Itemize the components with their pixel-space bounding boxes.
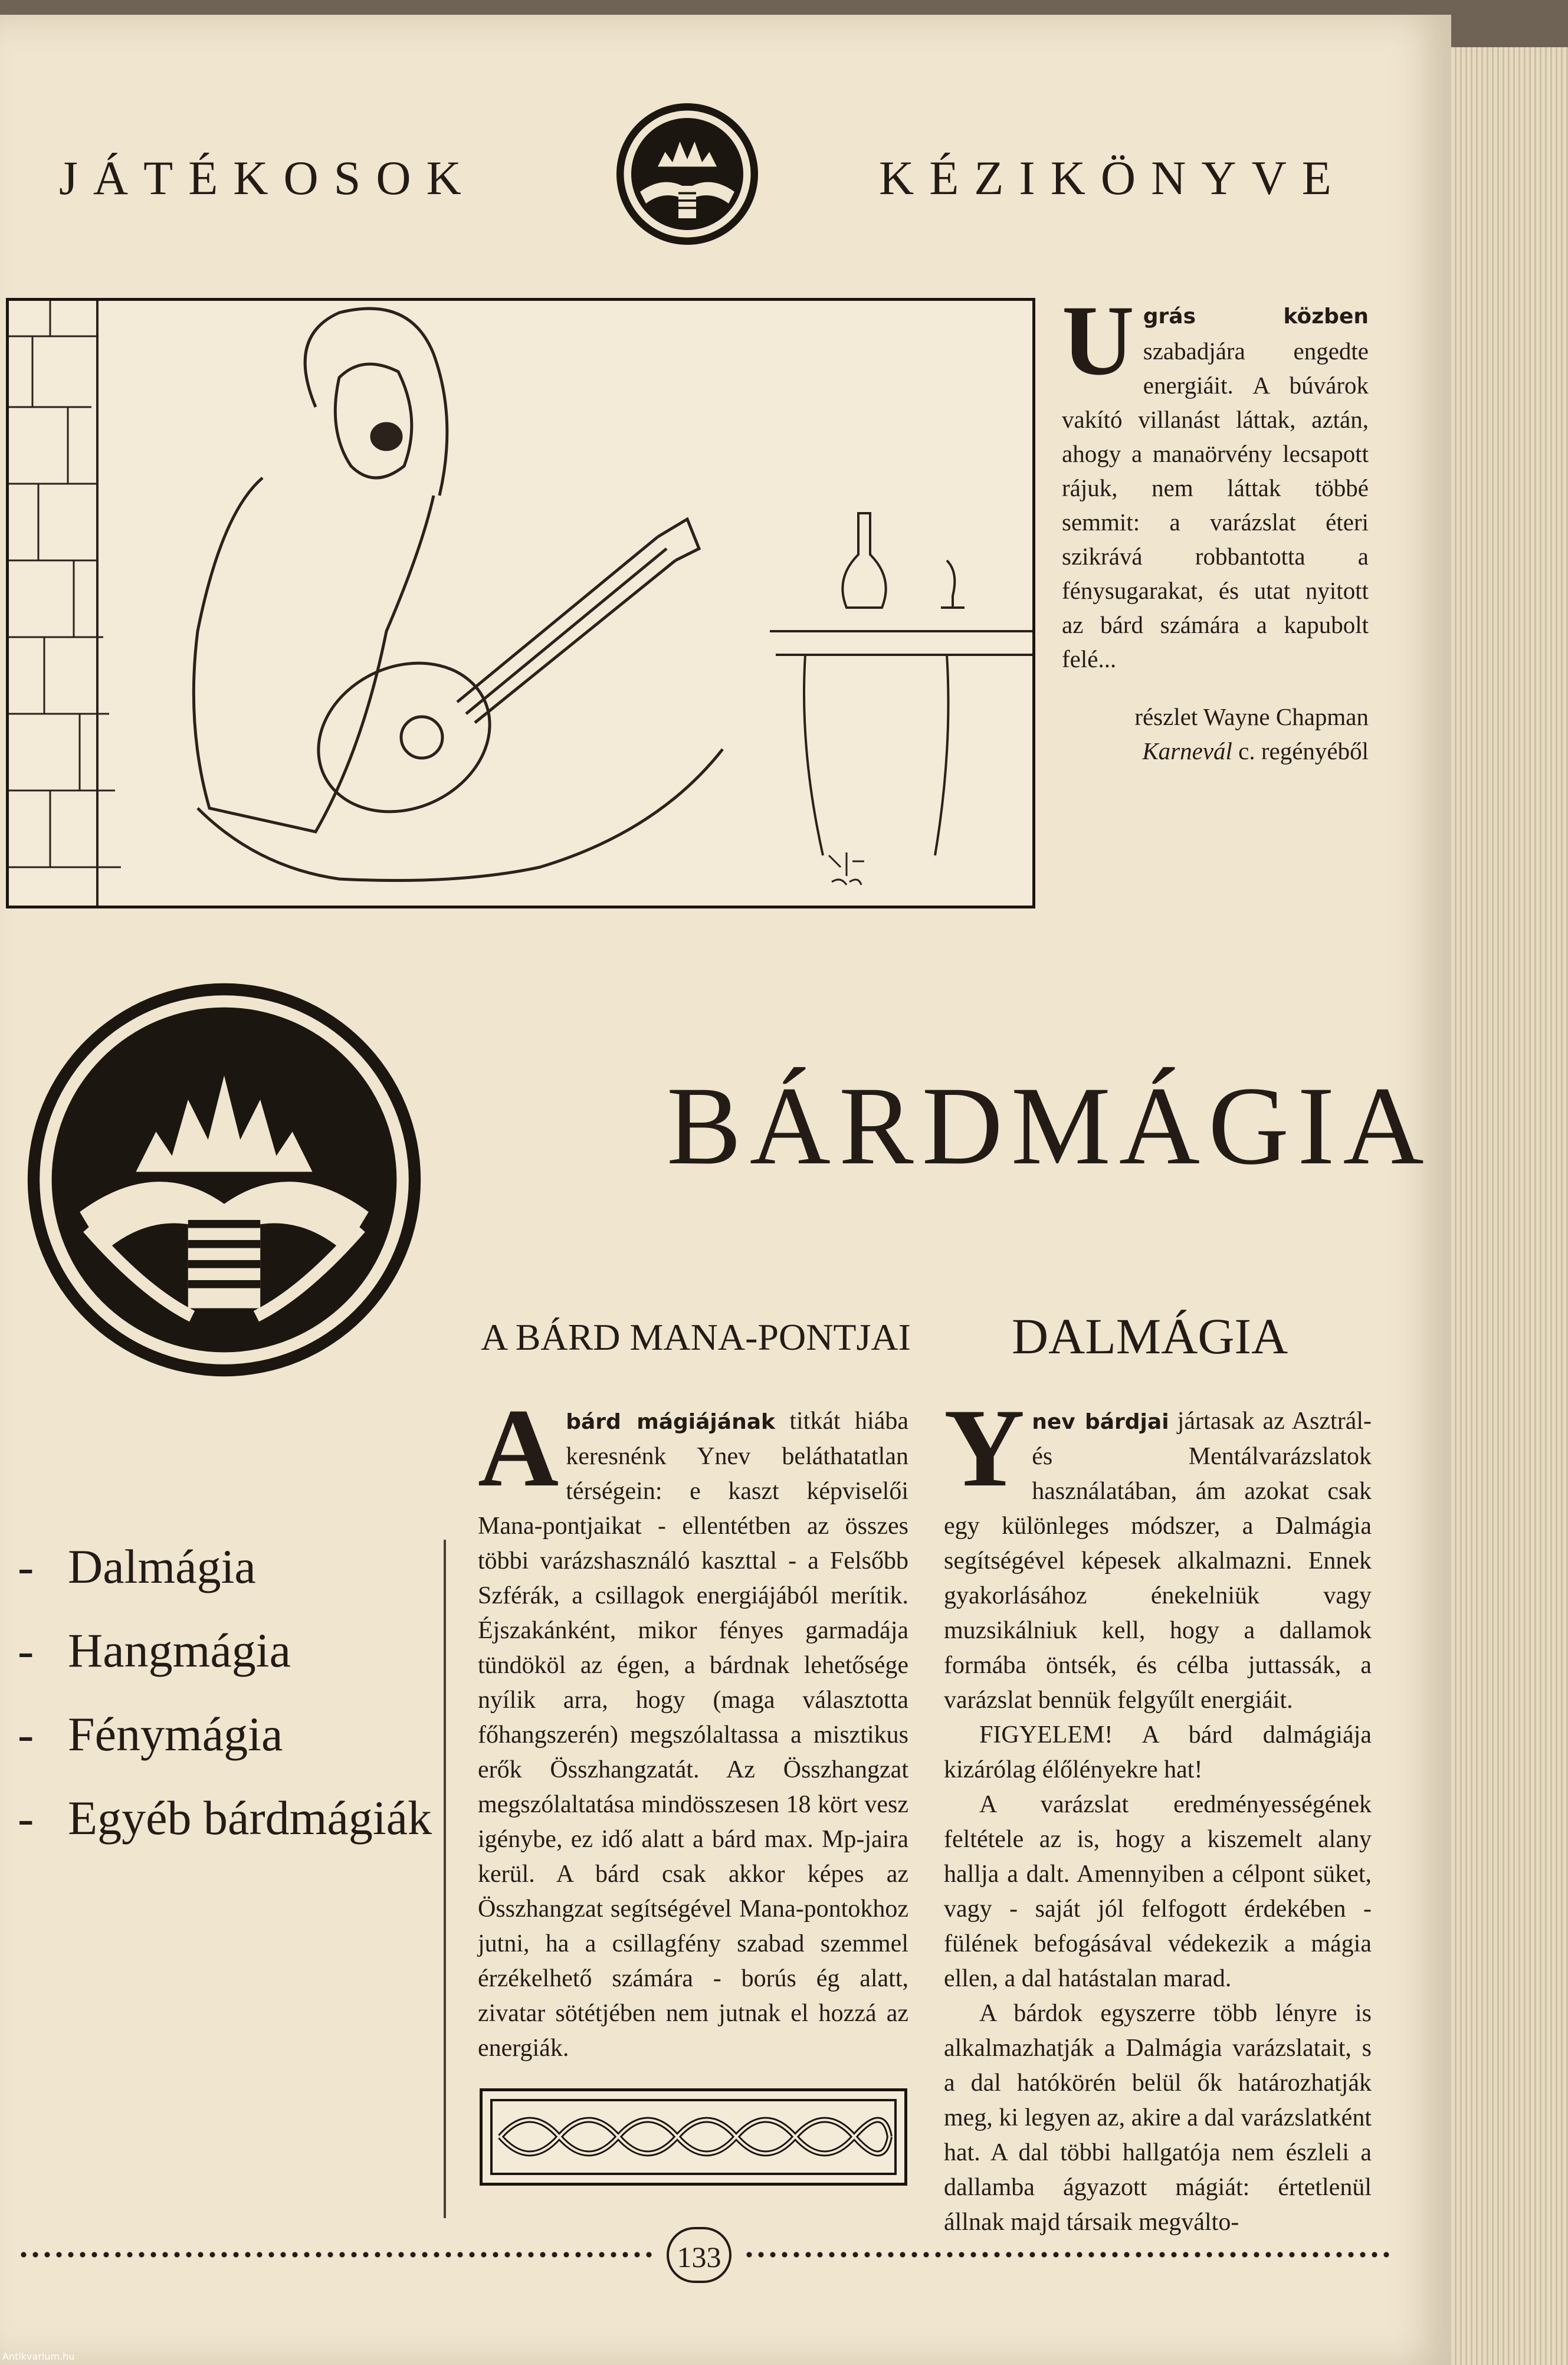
section1-text: titkát hiába keresnénk Ynev beláthatatlan térségein: e kaszt képviselői Mana-pontjaikat - ellentétben az összes többi varázshasználó kaszttal - a Felsőbb Szférák, a csillagok energiájából merítik. Éjszakánként, mikor fényes garmadája tündököl az égen, a bárdnak lehetősége nyílik arra, hogy (maga választotta főhangszerén) megszólaltassa a misztikus erők Összhangzatát. Az Összhangzat megszólaltatása mindösszesen 18 kört vesz igénybe, ez idő alatt a bárd max. Mp-jaira kerül. A bárd csak akkor képes az Összhangzat segítségével Mana-pontokhoz jutni, ha a csillagfény szabad szemmel érzékelhető számára - borús ég alatt, zivatar sötétjében nem jutnak el hozzá az energiák. (478, 1408, 908, 2062)
list-item (18, 1609, 432, 1692)
section-heading-dalmagia: DALMÁGIA (1012, 1308, 1288, 1364)
quote-block (1062, 285, 1369, 768)
section-heading-mana: A BÁRD MANA-PONTJAI (481, 1316, 911, 1358)
column-divider (444, 1540, 446, 2218)
celtic-knot-ornament (480, 2088, 907, 2186)
illustration-signature-mark (829, 852, 864, 885)
section2-lead: nev bárdjai (1032, 1410, 1169, 1434)
section1-dropcap: A (478, 1386, 559, 1510)
section-body-mana (478, 1386, 908, 2066)
list-dash: - (18, 1623, 34, 1677)
list-item-label: Hangmágia (68, 1623, 291, 1677)
quote-source-line1: részlet Wayne Chapman (1134, 703, 1369, 730)
footer-dots-left (18, 2252, 655, 2258)
section2-dropcap: Y (944, 1386, 1025, 1510)
quote-source (1062, 700, 1369, 768)
header-left: JÁTÉKOSOK (59, 151, 477, 205)
list-dash: - (18, 1540, 34, 1593)
section2-p4: A bárdok egyszerre több lényre is alkalmazhatják a Dalmágia varázslatait, s a dal hatókörén belül ők határozhatják meg, ki legyen az, akire a dal varázslatként hat. A dal többi hallgatója nem észleli a dallamba ágyazott mágiát: értetlenül állnak majd társaik megválto- (944, 2000, 1372, 2236)
section2-p3: A varázslat eredményességének feltétele az is, hogy a kiszemelt alany hallja a dalt. Amennyiben a célpont süket, vagy - saját jól felfogott érdekében - fülének befogásával védekezik a mágia ellen, a dal hatástalan marad. (944, 1791, 1372, 1992)
list-dash: - (18, 1707, 34, 1761)
footer-dots-right (743, 2252, 1392, 2258)
list-item-label: Fénymágia (68, 1707, 283, 1761)
page-number: 133 (667, 2227, 731, 2283)
header-right: KÉZIKÖNYVE (879, 151, 1347, 205)
list-item-label: Dalmágia (68, 1540, 256, 1593)
quote-lead: grás közben (1143, 304, 1369, 329)
watermark: Antikvarium.hu (2, 2351, 75, 2362)
list-dash: - (18, 1791, 34, 1845)
bard-illustration (6, 298, 1035, 908)
list-item-label: Egyéb bárdmágiák (68, 1791, 432, 1845)
list-item (18, 1692, 432, 1776)
bard-magic-emblem-icon (24, 979, 425, 1380)
chapter-title: BÁRDMÁGIA (667, 1064, 1432, 1188)
section2-p2: FIGYELEM! A bárd dalmágiája kizárólag élőlényekre hat! (944, 1721, 1372, 1783)
page-edges (1451, 47, 1568, 2365)
section2-p1: jártasak az Asztrál- és Mentálvarázslatok használatában, ám azokat csak egy különleges módszer, a Dalmágia segítségével képesek alkalmazni. Ennek gyakorlásához énekelniük vagy muzsikálniuk kell, hogy a dallamok formába öntsék, és célba juttassák, a varázslat bennük felgyűlt energiáit. (944, 1408, 1372, 1714)
quote-text: szabadjára engedte energiáit. A búvárok vakító villanást láttak, aztán, ahogy a manaörvény lecsapott rájuk, nem láttak többé semmit: a varázslat éteri szikrává robbantotta a fénysugarakat, és utat nyitott az bárd számára a kapubolt felé... (1062, 337, 1369, 673)
list-item (18, 1776, 432, 1860)
list-item (18, 1525, 432, 1609)
quote-source-line2: c. regényéből (1232, 737, 1369, 765)
topic-list (18, 1525, 432, 1860)
section1-lead: bárd mágiájának (566, 1410, 775, 1434)
quote-dropcap: U (1062, 285, 1134, 396)
header-emblem-icon (614, 100, 761, 248)
quote-source-title: Karnevál (1142, 737, 1232, 765)
section-body-dalmagia (944, 1386, 1372, 2240)
